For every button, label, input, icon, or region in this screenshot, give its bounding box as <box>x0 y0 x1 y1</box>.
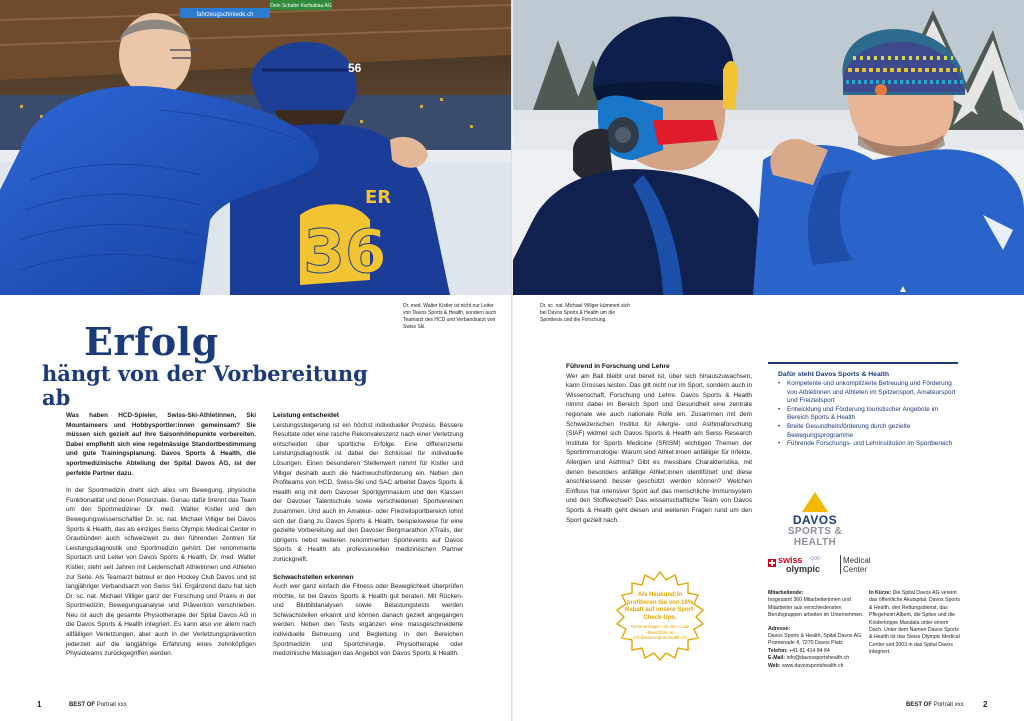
footer-section-right: Portrait xxx <box>933 702 964 708</box>
info-email-label: E-Mail: <box>768 655 786 662</box>
info-adresse-label: Adresse: <box>768 625 791 632</box>
sidebar-title: Dafür steht Davos Sports & Health <box>778 371 890 378</box>
info-web-label: Web: <box>768 662 781 669</box>
info-kurz-label: In Kürze: <box>869 590 892 596</box>
logo-swiss-word: swiss <box>778 555 803 565</box>
footer-brand-left: BEST OF <box>69 702 96 708</box>
info-telefon-label: Telefon: <box>768 647 788 654</box>
article-headline <box>40 319 400 410</box>
logo-davos-word: DAVOS <box>792 513 838 527</box>
footer-brand-right: BEST OF <box>906 702 933 708</box>
footer-left <box>69 702 127 708</box>
footer-section-left: Portrait xxx <box>96 702 127 708</box>
article-column-3 <box>566 362 752 533</box>
photo-hockey-arena <box>0 0 511 295</box>
article-paragraph-4: Wer am Ball bleibt und bereit ist, über sich hinauszuwachsen, kann Grosses leisten. Das gilt nicht nur im Sport, sondern auch in Wissenschaft, Forschung und Lehre. Davos Sports & Health nimmt dabei im Bereich Sport und Gesundheit eine zentrale regionale wie auch nationale Rolle ein. Zusammen mit dem Schweizerischen Institut für Allergie- und Asthmaforschung (SIAF) widmet sich Davos Sports & Health am Swiss Research Institute for Sports Medicine (SRISM) wichtigen Themen der Sportimmunologie: Warum sind Athlet:innen anfälliger für Infekte, Allergien und Asthma? Gibt es messbare Charakteristika, mit denen besonders anfällige Athlet:innen identifiziert und diese anschliessend besser geschützt werden können? Welchen Einfluss hat intensiver Sport auf das menschliche Immunsystem und den Stoffwechsel? Das wissenschaftliche Team von Davos Sports & Health geht diesen und weiteren Fragen rund um den Sport gezielt nach. <box>566 372 752 524</box>
contact-info <box>768 590 866 670</box>
logo-separator <box>840 555 841 574</box>
badge-text <box>624 592 696 641</box>
logo-sports-health-word: SPORTS & HEALTH <box>787 526 843 548</box>
info-web-link[interactable]: www.davossportshealth.ch <box>782 662 844 669</box>
page-number-left: 1 <box>37 700 42 709</box>
article-paragraph-2: Leistungssteigerung ist ein höchst individueller Prozess. Bessere Resultate oder eine rasche Rekonvaleszenz nach einer Verletzung entscheiden über sportliche Erfolge. Eine differenzierte Leistungsdiagnostik ist dabei der Schlüssel für individuelle Lösungen. Einen besonderen Stellenwert nimmt für Kistler und Villiger deshalb auch die Nachwuchsförderung ein. Neben den Profiteams von HCD, Swiss-Ski und SAC arbeitet Davos Sports & Health eng mit dem Davoser Sportgymnasium und den Klassen der Davoser Talentschule sowie verschiedenen Sportvereinen zusammen. Und auch im Amateur- oder Freizeitsportbereich lohnt sich der Gang zu Davos Sports & Health, beispielsweise für eine gezielte Vorbereitung auf den Davoser Bergmarathon XTrails, der übrigens nebst weiteren renommierten Sportevents auf Davos Sports & Health als professionellen medizinischen Partner zurückgreift. <box>273 421 463 563</box>
info-adresse-text: Davos Sports & Health, Spital Davos AG Promenade 4, 7270 Davos Platz <box>768 633 862 647</box>
davos-sports-health-logo <box>770 492 860 548</box>
medical-center-label <box>843 556 871 574</box>
article-column-2 <box>273 411 463 667</box>
badge-offer: Als Neukund:in profitieren Sie von 10% Rabatt auf unsere Sport-Check-Ups. <box>624 592 695 621</box>
article-paragraph-3: Auch wer ganz einfach die Fitness oder Beweglichkeit überprüfen möchte, ist bei Davos Sports & Health gut beraten. Mit Rücken- und Blutbildanalysen sowie Belastungstests werden Schwachstellen erkannt und können danach gezielt angegangen werden. Neben den Tests ergänzen eine massgeschneiderte individuelle Betreuung und Begleitung in den Bereichen Sportmedizin und Sportchirurgie, Physiotherapie oder medizinische Massagen das Angebot von Davos Sports & Health. <box>273 583 463 658</box>
jersey-back-number: 36 <box>303 217 387 287</box>
info-telefon[interactable]: +41 81 414 84 84 <box>789 647 830 654</box>
in-kuerze-info <box>869 590 961 657</box>
article-paragraph-1: In der Sportmedizin dreht sich alles um Bewegung, physische Funktionalität und deren Potenziale. Genau dafür brennt das Team um den Sportmediziner Dr. med. Walter Kistler und den Bewegungswissenschaftler Dr. sc. nat. Michael Villiger bei Davos Sports & Health, das als einziges Swiss Olympic Medical Center in Graubünden auch schweizweit zu den führenden Zentren für Leistungsdiagnostik und Sportmedizin gehört. Der renommierte Sportarzt und Leiter von Davos Sports & Health, Dr. med. Walter Kistler, steht seit Jahren mit Leidenschaft Athletinnen und Athleten zur Seite. Als Teamarzt betreut er den Hockey Club Davos und ist langjähriger Verbandsarzt von Swiss Ski. Ergänzend dazu hat sich Dr. sc. nat. Michael Villiger ganz der Forschung und Praxis in der Sportmedizin, Bewegungsanalyse und Prävention verschrieben. Neu ist auch die gesamte Physiotherapie der Spital Davos AG in die Davos Sports & Health integriert. Es kann also vor allem nach allfälligen Verletzungen, aber auch in der Verletzungsprävention jederzeit auf die langjährige Erfahrung eines zehnköpfigen Physioteams zurückgegriffen werden. <box>66 487 256 658</box>
swiss-flag-icon <box>768 559 776 567</box>
medical-word: Medical <box>843 556 871 565</box>
photo-sport-test <box>513 0 1024 295</box>
helmet-number: 56 <box>348 61 362 75</box>
subheading-schwachstellen: Schwachstellen erkennen <box>273 573 354 581</box>
info-mitarbeitende-label: Mitarbeitende: <box>768 590 804 596</box>
sidebar-box <box>768 362 958 449</box>
subheading-forschung: Führend in Forschung und Lehre <box>566 363 670 370</box>
logo-on-jacket: ▲ <box>898 284 908 295</box>
sidebar-item: • Entwicklung und Förderung touristischer Angebote im Bereich Sports & Health <box>778 406 958 423</box>
article-column-1 <box>66 411 256 667</box>
info-mitarbeitende-text: Insgesamt 360 Mitarbeiterinnen und Mitarbeiter aus verschiedensten Berufsgruppen arbeiten im Unternehmen. <box>768 597 864 619</box>
page-number-right: 2 <box>983 700 988 709</box>
arena-banner-text-left: fahrzeugschmiede.ch <box>196 12 254 18</box>
subheading-leistung: Leistung entscheidet <box>273 412 339 419</box>
jersey-name: ER <box>365 187 392 208</box>
sidebar-list <box>768 380 958 449</box>
sidebar-item: • Breite Gesundheitsförderung durch gezielte Bewegungsprogramme <box>778 423 958 440</box>
olympic-rings-icon: ○○○ <box>810 555 820 562</box>
sidebar-item: • Kompetente und unkomplizierte Betreuung und Förderung von Athletinnen und Athleten im Spitzensport, Amateursport und Freizeitsport <box>778 380 958 406</box>
headline-line-2: hängt von der Vorbereitung ab <box>42 361 368 410</box>
center-word: Center <box>843 565 868 574</box>
footer-right <box>906 702 964 708</box>
davos-triangle-icon <box>802 492 828 512</box>
info-email-link[interactable]: info@davossportshealth.ch <box>786 655 850 662</box>
photo-caption-left: Dr. med. Walter Kistler ist nicht nur Leiter von Davos Sports & Health, sondern auch Teamarzt des HCD und Verbandsarzt von Swiss Ski. <box>403 303 497 330</box>
logo-olympic-word: olympic <box>786 564 821 574</box>
badge-code: Terminanfragen mit dem Code «BestOf24» an info@davossportshealth.ch <box>630 624 690 641</box>
headline-line-1: Erfolg <box>84 319 219 364</box>
info-kurz-text: Die Spital Davos AG vereint das öffentliche Akutspital, Davos Sports & Health, den Rettungsdienst, das Pflegeheim Alberti, die Spitex und die Kinderkrippe Mandala unter einem Dach. Unter dem Namen Davos Sports & Health ist das Swiss Olympic Medical Center seit 2003 in das Spital Davos integriert. <box>869 590 961 656</box>
arena-banner-text-top: Dein Schafer Karfsabau AG <box>270 3 332 9</box>
article-lead: Was haben HCD-Spieler, Swiss-Ski-Athletinnen, Ski Mountaineers und Hobbysportler:innen gemeinsam? Sie müssen sich gezielt auf ihre Saisonhöhepunkte vorbereiten. Dabei empfiehlt sich eine regelmässige Standortbestimmung und gute Trainingsplanung. Davos Sports & Health, die sportmedizinische Abteilung der Spital Davos AG, ist der perfekte Partner dazu. <box>66 412 256 477</box>
photo-caption-right: Dr. sc. nat. Michael Villiger kümmert sich bei Davos Sports & Health um die Sporttests und die Forschung. <box>540 303 630 323</box>
discount-badge <box>614 570 706 662</box>
sidebar-item: • Führende Forschungs- und Lehrinstitution im Sportbereich <box>778 440 958 449</box>
